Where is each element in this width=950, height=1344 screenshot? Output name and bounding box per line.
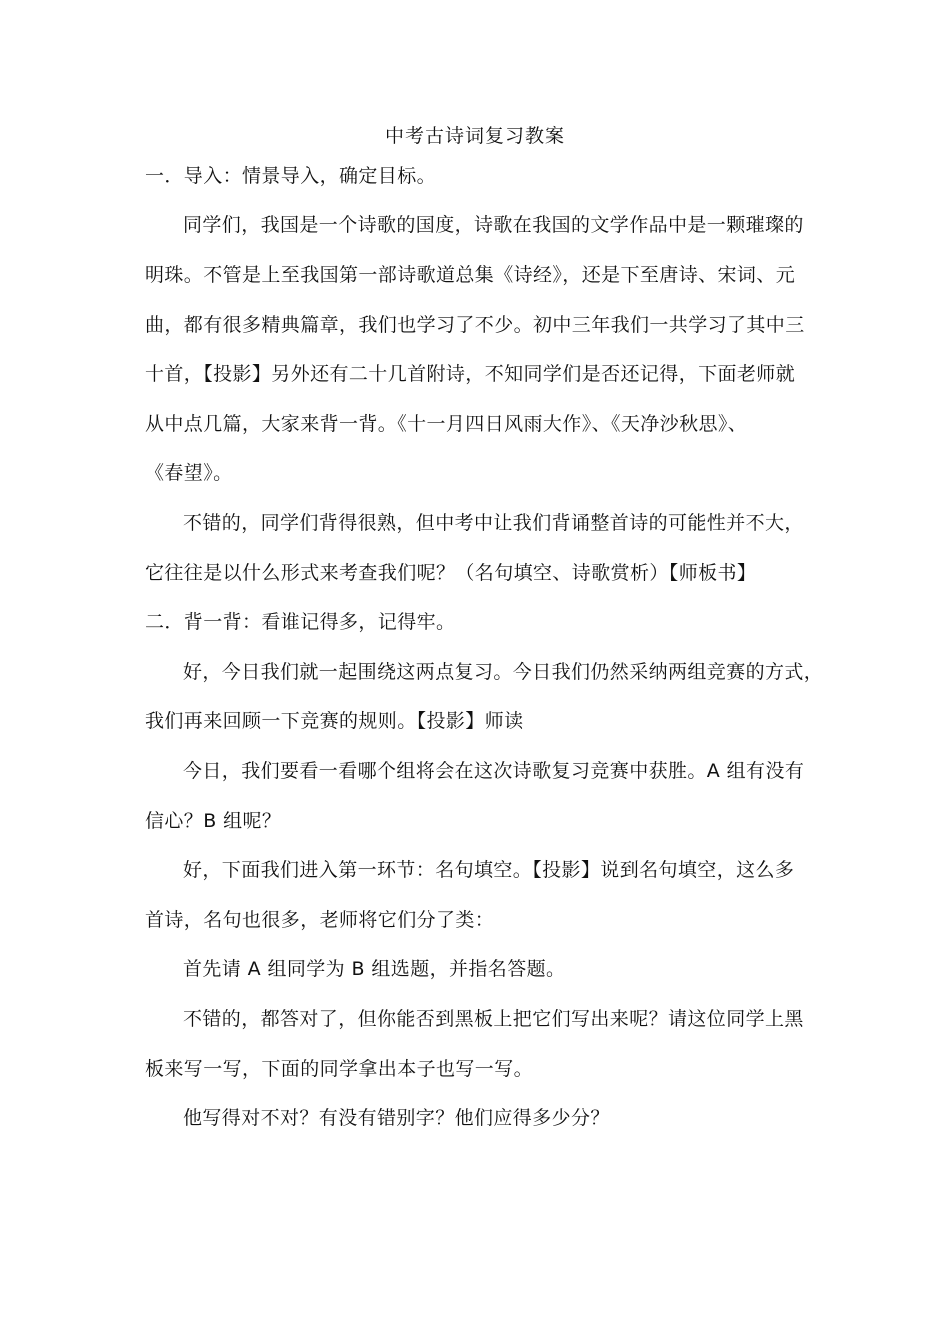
section-heading-recite: 二．背一背：看谁记得多，记得牢。 (145, 611, 456, 633)
paragraph-line: 首诗，名句也很多，老师将它们分了类： (145, 909, 495, 931)
paragraph-line: 不错的，都答对了，但你能否到黑板上把它们写出来呢？请这位同学上黑 (183, 1008, 804, 1030)
paragraph-line: 从中点几篇，大家来背一背。《十一月四日风雨大作》、《天净沙秋思》、 (145, 413, 748, 435)
document-title: 中考古诗词复习教案 (384, 125, 565, 147)
paragraph-line: 它往往是以什么形式来考查我们呢？（名句填空、诗歌赏析）【师板书】 (145, 562, 757, 584)
section-heading-intro: 一．导入：情景导入，确定目标。 (145, 165, 437, 187)
paragraph-line: 同学们，我国是一个诗歌的国度，诗歌在我国的文学作品中是一颗璀璨的 (183, 214, 804, 236)
paragraph-line: 他写得对不对？有没有错别字？他们应得多少分？ (183, 1107, 610, 1129)
paragraph-line: 我们再来回顾一下竞赛的规则。【投影】师读 (145, 710, 524, 732)
paragraph-line: 今日，我们要看一看哪个组将会在这次诗歌复习竞赛中获胜。A 组有没有 (183, 760, 805, 782)
paragraph-line: 好，下面我们进入第一环节：名句填空。【投影】说到名句填空，这么多 (183, 859, 795, 881)
paragraph-line: 不错的，同学们背得很熟，但中考中让我们背诵整首诗的可能性并不大， (183, 512, 804, 534)
paragraph-line: 板来写一写，下面的同学拿出本子也写一写。 (145, 1058, 534, 1080)
paragraph-line: 信心？B 组呢？ (145, 810, 282, 832)
paragraph-line: 曲，都有很多精典篇章，我们也学习了不少。初中三年我们一共学习了其中三 (145, 314, 805, 336)
paragraph-line: 首先请 A 组同学为 B 组选题，并指名答题。 (183, 958, 566, 980)
paragraph-line: 明珠。不管是上至我国第一部诗歌道总集《诗经》，还是下至唐诗、宋词、元 (145, 264, 796, 286)
paragraph-line: 十首，【投影】另外还有二十几首附诗，不知同学们是否还记得，下面老师就 (145, 363, 796, 385)
paragraph-line: 《春望》。 (145, 462, 233, 484)
paragraph-line: 好，今日我们就一起围绕这两点复习。今日我们仍然采纳两组竞赛的方式， (183, 661, 824, 683)
